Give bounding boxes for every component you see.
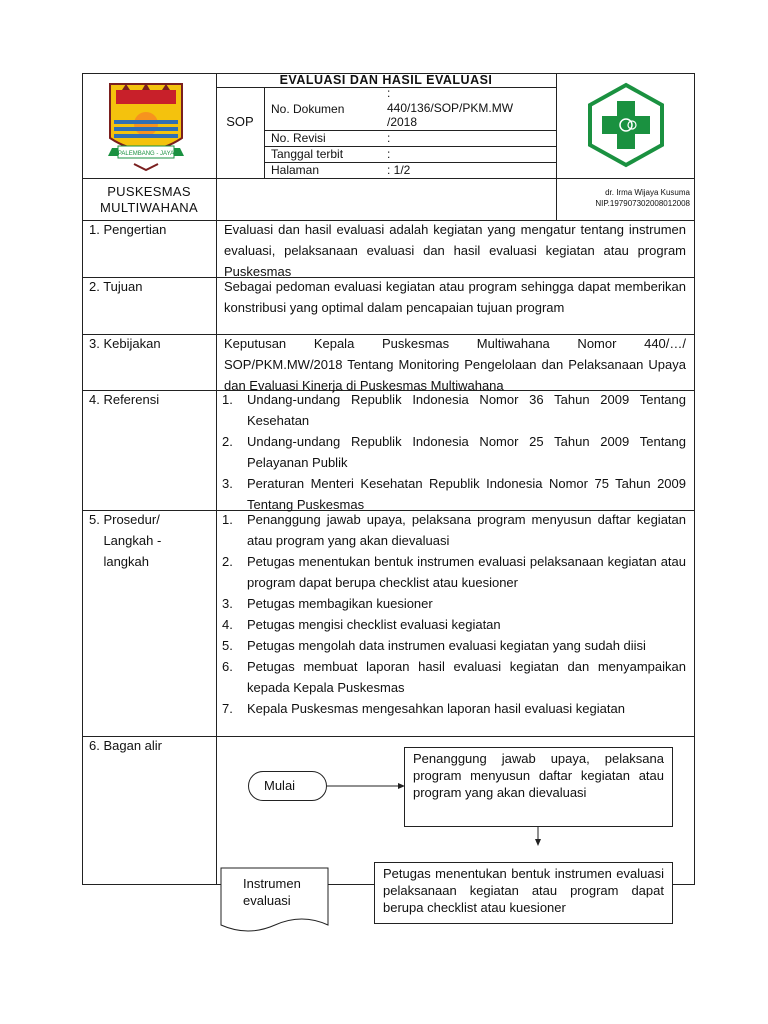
section-label-kebijakan: 3. Kebijakan bbox=[89, 336, 161, 351]
list-item: 3. Petugas membagikan kuesioner bbox=[222, 596, 433, 611]
list-item: 7. Kepala Puskesmas mengesahkan laporan hasil evaluasi kegiatan bbox=[222, 701, 625, 716]
flow-step-2-text: Petugas menentukan bentuk instrumen evaluasi pelaksanaan kegiatan atau program dapat berupa checklist atau kuesioner bbox=[383, 866, 664, 915]
org-name: PUSKESMAS MULTIWAHANA bbox=[100, 184, 198, 215]
section-text-kebijakan: Keputusan Kepala Puskesmas Multiwahana Nomor 440/…/ SOP/PKM.MW/2018 Tentang Monitoring Pengelolaan dan Pelaksanaan Upaya dan Evaluasi Kinerja di Puskesmas Multiwahana bbox=[224, 336, 686, 393]
list-item: 6. Petugas membuat laporan hasil evaluasi kegiatan dan menyampaikan kepada Kepala Puskesmas bbox=[222, 659, 686, 695]
list-item: 1. Penanggung jawab upaya, pelaksana program menyusun daftar kegiatan atau program yang akan dievaluasi bbox=[222, 512, 686, 548]
field-value-terbit: : bbox=[387, 147, 391, 161]
field-label-terbit: Tanggal terbit bbox=[271, 147, 344, 161]
list-item: 5. Petugas mengolah data instrumen evaluasi kegiatan yang sudah diisi bbox=[222, 638, 646, 653]
flow-start-terminator bbox=[248, 771, 327, 801]
field-label-halaman: Halaman bbox=[271, 163, 320, 177]
flow-step-2 bbox=[374, 862, 673, 924]
section-label-bagan: 6. Bagan alir bbox=[89, 738, 162, 753]
field-value-halaman: : 1/2 bbox=[387, 163, 411, 177]
list-item: 2. Undang-undang Republik Indonesia Nomor 25 Tahun 2009 Tentang Pelayanan Publik bbox=[222, 434, 686, 470]
logo-banner-text: PALEMBANG - JAYA bbox=[117, 151, 175, 157]
flow-start-label: Mulai bbox=[264, 778, 296, 793]
flow-document-text: Instrumen evaluasi bbox=[243, 876, 301, 908]
field-label-revisi: No. Revisi bbox=[271, 131, 326, 145]
flow-step-1-text: Penanggung jawab upaya, pelaksana program menyusun daftar kegiatan atau program yang akan dievaluasi bbox=[413, 751, 664, 800]
section-label-referensi: 4. Referensi bbox=[89, 392, 160, 407]
field-label-dokumen: No. Dokumen bbox=[271, 102, 345, 116]
section-text-tujuan: Sebagai pedoman evaluasi kegiatan atau program sehingga dapat memberikan konstribusi yang optimal dalam pencapaian tujuan program bbox=[224, 279, 686, 315]
list-item: 3. Peraturan Menteri Kesehatan Republik Indonesia Nomor 75 Tahun 2009 Tentang Puskesmas bbox=[222, 476, 686, 512]
list-item: 4. Petugas mengisi checklist evaluasi kegiatan bbox=[222, 617, 501, 632]
field-value-dokumen: : 440/136/SOP/PKM.MW /2018 bbox=[387, 86, 514, 129]
section-text-pengertian: Evaluasi dan hasil evaluasi adalah kegiatan yang mengatur tentang instrumen evaluasi, pelaksanaan evaluasi dan hasil evaluasi kegiatan atau program Puskesmas bbox=[224, 222, 686, 279]
signer-nip: NIP.197907302008012008 bbox=[595, 199, 690, 208]
list-item: 1. Undang-undang Republik Indonesia Nomor 36 Tahun 2009 Tentang Kesehatan bbox=[222, 392, 686, 428]
signer-name: dr. Irma Wijaya Kusuma bbox=[605, 188, 690, 197]
field-value-revisi: : bbox=[387, 131, 391, 145]
section-label-prosedur: 5. Prosedur/ Langkah - langkah bbox=[89, 512, 162, 569]
page-title: EVALUASI DAN HASIL EVALUASI bbox=[279, 73, 493, 87]
section-label-tujuan: 2. Tujuan bbox=[89, 279, 143, 294]
sop-label: SOP bbox=[226, 114, 254, 129]
list-item: 2. Petugas menentukan bentuk instrumen evaluasi pelaksanaan kegiatan atau program dapat berupa checklist atau kuesioner bbox=[222, 554, 686, 590]
flow-step-1 bbox=[404, 747, 673, 827]
section-label-pengertian: 1. Pengertian bbox=[89, 222, 167, 237]
